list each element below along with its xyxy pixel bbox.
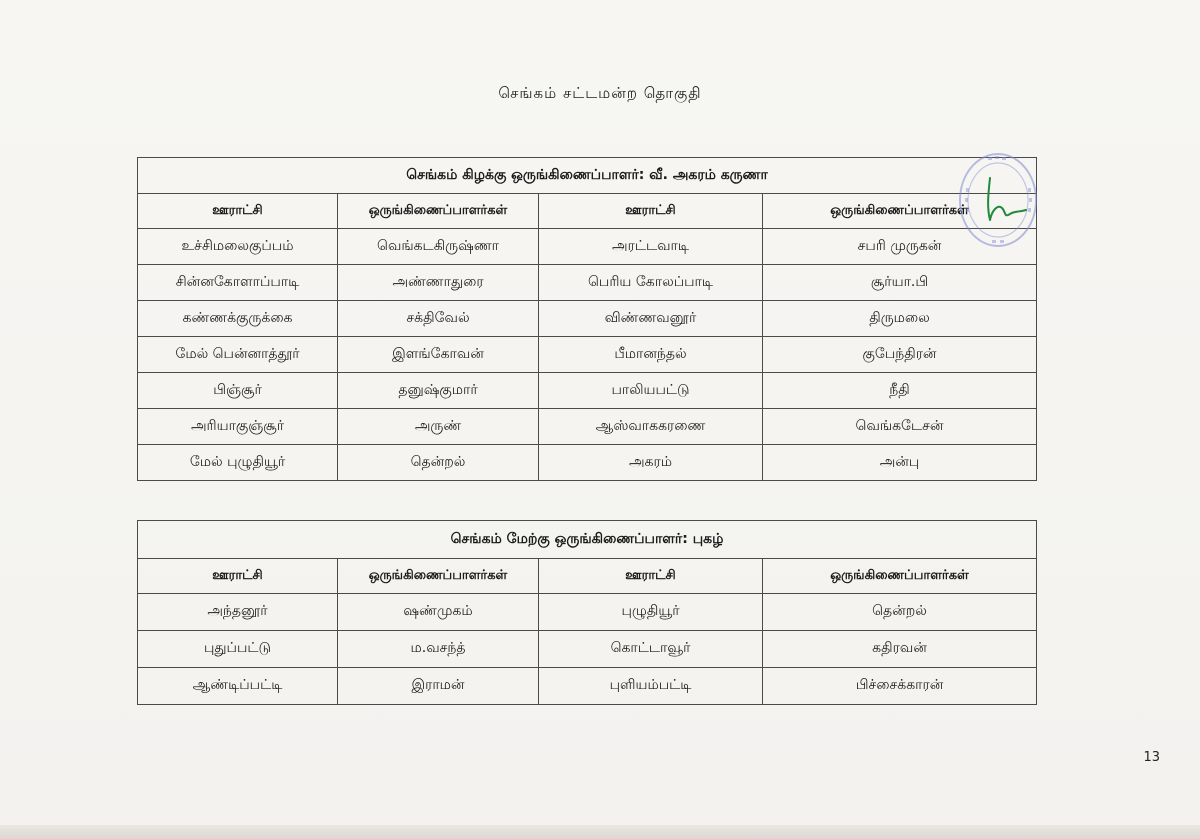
document-title: செங்கம் சட்டமன்ற தொகுதி xyxy=(498,84,702,102)
table-cell: பீமானந்தல் xyxy=(539,337,763,373)
table-row xyxy=(138,301,1037,337)
table-cell: நீதி xyxy=(763,373,1037,409)
table-cell: ஆண்டிப்பட்டி xyxy=(138,668,338,705)
table-cell: பிஞ்சூர் xyxy=(138,373,338,409)
table-cell: கொட்டாவூர் xyxy=(539,631,763,668)
table-cell: அந்தனூர் xyxy=(138,594,338,631)
table-row xyxy=(138,337,1037,373)
table-cell: அரியாகுஞ்சூர் xyxy=(138,409,338,445)
table-cell: இளங்கோவன் xyxy=(338,337,539,373)
table-cell: ஆஸ்வாககரணை xyxy=(539,409,763,445)
table-cell: சூர்யா.பி xyxy=(763,265,1037,301)
table-caption-row xyxy=(138,521,1037,559)
table-header-row xyxy=(138,194,1037,229)
table-cell: ஷண்முகம் xyxy=(338,594,539,631)
table-cell: பிச்சைக்காரன் xyxy=(763,668,1037,705)
table-cell: அரட்டவாடி xyxy=(539,229,763,265)
column-header: ஒருங்கிணைப்பாளர்கள் xyxy=(763,194,1037,229)
table-cell: அன்பு xyxy=(763,445,1037,481)
table-header-row xyxy=(138,559,1037,594)
table-row xyxy=(138,373,1037,409)
table-cell: குபேந்திரன் xyxy=(763,337,1037,373)
table-cell: மேல் பென்னாத்தூர் xyxy=(138,337,338,373)
table-row xyxy=(138,445,1037,481)
column-header: ஒருங்கிணைப்பாளர்கள் xyxy=(763,559,1037,594)
table-caption-row xyxy=(138,158,1037,194)
table-row xyxy=(138,631,1037,668)
table-row xyxy=(138,594,1037,631)
table-cell: மேல் புழுதியூர் xyxy=(138,445,338,481)
table-cell: திருமலை xyxy=(763,301,1037,337)
table-cell: தனுஷ்குமார் xyxy=(338,373,539,409)
column-header: ஊராட்சி xyxy=(539,559,763,594)
page-number: 13 xyxy=(1143,750,1160,765)
column-header: ஊராட்சி xyxy=(539,194,763,229)
column-header: ஒருங்கிணைப்பாளர்கள் xyxy=(338,559,539,594)
table-row xyxy=(138,668,1037,705)
table-cell: பெரிய கோலப்பாடி xyxy=(539,265,763,301)
table-cell: அருண் xyxy=(338,409,539,445)
table-row xyxy=(138,265,1037,301)
table-cell: விண்ணவனூர் xyxy=(539,301,763,337)
table-cell: தென்றல் xyxy=(338,445,539,481)
page-edge-shadow xyxy=(0,825,1200,839)
table-cell: அகரம் xyxy=(539,445,763,481)
table-cell: பாலியபட்டு xyxy=(539,373,763,409)
table-caption: செங்கம் கிழக்கு ஒருங்கிணைப்பாளர்: வீ. அகரம் கருணா xyxy=(138,158,1037,194)
signature-icon xyxy=(988,178,1026,220)
table-caption: செங்கம் மேற்கு ஒருங்கிணைப்பாளர்: புகழ் xyxy=(138,521,1037,559)
column-header: ஊராட்சி xyxy=(138,559,338,594)
table-cell: உச்சிமலைகுப்பம் xyxy=(138,229,338,265)
table-row xyxy=(138,409,1037,445)
table-cell: ம.வசந்த் xyxy=(338,631,539,668)
west-coordinators-table xyxy=(137,520,1037,705)
official-stamp xyxy=(954,148,1038,256)
column-header: ஒருங்கிணைப்பாளர்கள் xyxy=(338,194,539,229)
table-cell: தென்றல் xyxy=(763,594,1037,631)
table-cell: சின்னகோளாப்பாடி xyxy=(138,265,338,301)
table-cell: சக்திவேல் xyxy=(338,301,539,337)
table-cell: கண்ணக்குருக்கை xyxy=(138,301,338,337)
table-cell: இராமன் xyxy=(338,668,539,705)
table-cell: அண்ணாதுரை xyxy=(338,265,539,301)
east-coordinators-table xyxy=(137,157,1037,481)
table-cell: புளியம்பட்டி xyxy=(539,668,763,705)
table-cell: சபரி முருகன் xyxy=(763,229,1037,265)
table-cell: புதுப்பட்டு xyxy=(138,631,338,668)
column-header: ஊராட்சி xyxy=(138,194,338,229)
table-cell: வெங்கடேசன் xyxy=(763,409,1037,445)
table-cell: புழுதியூர் xyxy=(539,594,763,631)
table-cell: கதிரவன் xyxy=(763,631,1037,668)
table-cell: வெங்கடகிருஷ்ணா xyxy=(338,229,539,265)
table-row xyxy=(138,229,1037,265)
